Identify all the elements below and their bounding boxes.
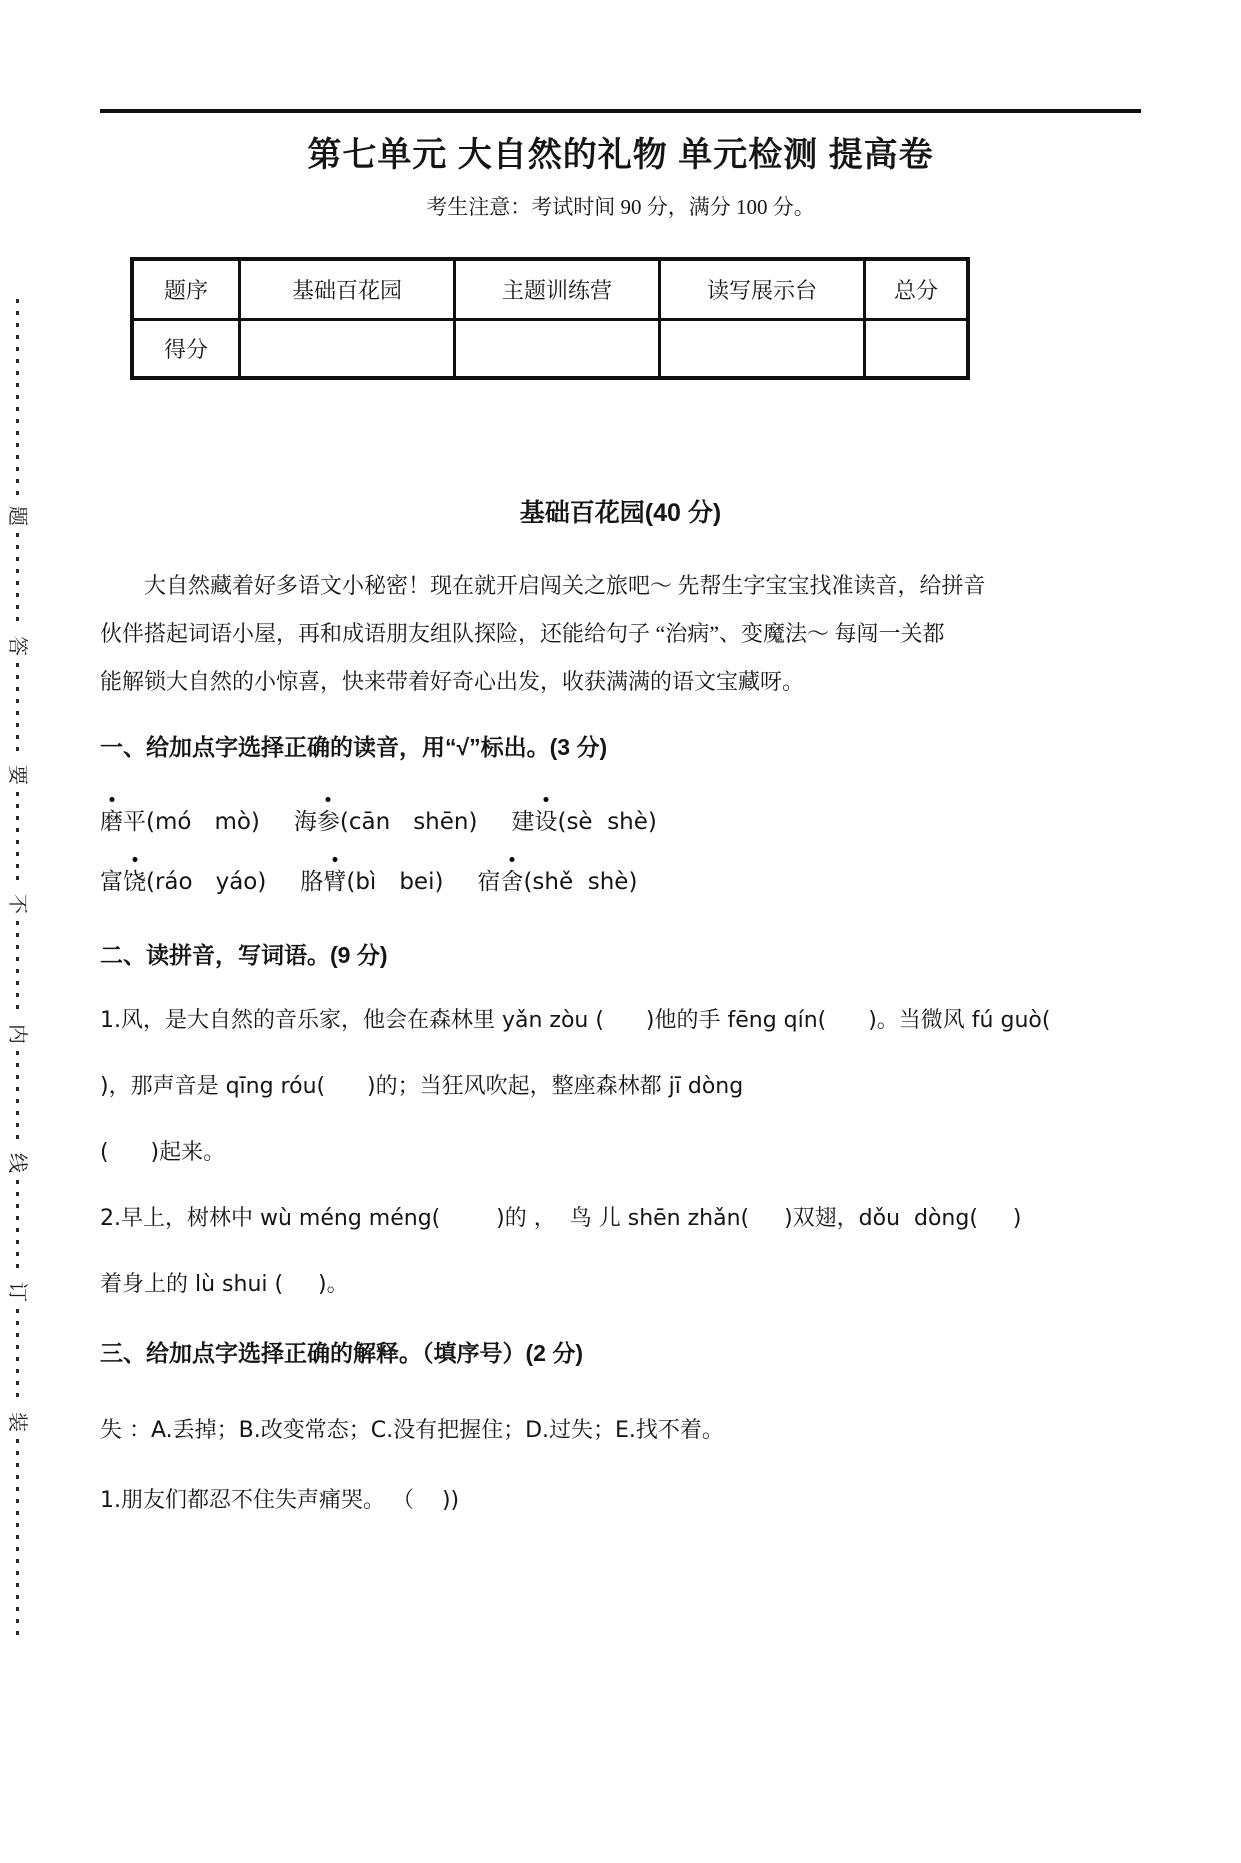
score-cell — [240, 320, 455, 379]
section-heading: 基础百花园(40 分) — [519, 499, 722, 528]
score-table-header: 主题训练营 — [455, 259, 660, 320]
dotted-char: 舍 — [500, 866, 523, 898]
pinyin-item — [100, 866, 266, 898]
exam-page — [100, 109, 1141, 1516]
word-pinyin-options: (shě shè) — [523, 869, 638, 896]
binding-text-char: 题 — [6, 506, 28, 527]
word-pinyin-options: (sè shè) — [557, 809, 657, 836]
pinyin-choice-row — [100, 866, 1141, 898]
intro-line: 能解锁大自然的小惊喜，快来带着好奇心出发，收获满满的语文宝藏呀。 — [100, 669, 805, 695]
word-pinyin-options: (cān shēn) — [339, 809, 478, 836]
dotted-char: 饶 — [123, 866, 146, 898]
dotted-char: 臂 — [323, 866, 346, 898]
dotted-char: 参 — [317, 806, 340, 838]
binding-dotted-line — [16, 1180, 19, 1275]
score-table — [130, 257, 970, 380]
score-row-label: 得分 — [132, 320, 240, 379]
binding-text-char: 要 — [6, 764, 28, 785]
word-prefix: 胳 — [300, 869, 324, 896]
fill-blank-line: 2.早上，树林中 wù méng méng( )的 ， 鸟 儿 shēn zhǎn( )双翅，dǒu dòng( ) — [100, 1206, 1022, 1232]
score-table-header: 基础百花园 — [240, 259, 455, 320]
binding-dotted-line — [16, 1309, 19, 1404]
question-3-item-line: 1.朋友们都忍不住失声痛哭。 （ )) — [100, 1488, 460, 1514]
binding-dotted-line — [16, 533, 19, 628]
binding-text-char: 订 — [6, 1282, 28, 1303]
fill-blank-line: 着身上的 lù shui ( )。 — [100, 1272, 349, 1298]
word-pinyin-options: (bì bei) — [346, 869, 444, 896]
question-2-heading: 二、读拼音，写词语。(9 分) — [100, 942, 388, 969]
score-table-header: 读写展示台 — [660, 259, 865, 320]
intro-line: 伙伴搭起词语小屋，再和成语朋友组队探险，还能给句子 “治病”、变魔法～ 每闯一关都 — [100, 621, 945, 647]
pinyin-choice-row — [100, 806, 1141, 838]
question-1-heading: 一、给加点字选择正确的读音，用“√”标出。(3 分) — [100, 734, 608, 761]
top-rule — [100, 109, 1141, 113]
word-prefix: 海 — [293, 809, 317, 836]
binding-dotted-line — [16, 299, 19, 499]
definition-options-line: 失 ：A.丢掉；B.改变常态；C.没有把握住；D.过失；E.找不着。 — [100, 1418, 724, 1444]
word-prefix: 建 — [511, 809, 535, 836]
exam-notice: 考生注意：考试时间 90 分，满分 100 分。 — [426, 194, 815, 219]
binding-text-char: 内 — [6, 1023, 28, 1044]
score-table-header: 题序 — [132, 259, 240, 320]
score-table-header: 总分 — [865, 259, 969, 320]
score-table-header-row — [132, 259, 968, 320]
binding-text-char: 不 — [6, 894, 28, 915]
binding-dotted-line — [16, 663, 19, 758]
question-3-heading: 三、给加点字选择正确的解释。（填序号）(2 分) — [100, 1340, 583, 1367]
intro-line: 大自然藏着好多语文小秘密！现在就开启闯关之旅吧～ 先帮生字宝宝找准读音，给拼音 — [144, 573, 986, 599]
fill-blank-line: )，那声音是 qīng róu( )的；当狂风吹起，整座森林都 jī dòng — [100, 1074, 744, 1100]
dotted-char: 设 — [534, 806, 557, 838]
pinyin-item — [300, 866, 443, 898]
section-intro — [100, 562, 1141, 706]
binding-dotted-line — [16, 792, 19, 887]
word-prefix: 宿 — [477, 869, 501, 896]
pinyin-item — [100, 806, 260, 838]
pinyin-item — [511, 806, 656, 838]
word-pinyin-options: (ráo yáo) — [146, 869, 267, 896]
dotted-char: 磨 — [100, 806, 123, 838]
word-prefix: 富 — [100, 869, 123, 896]
score-cell — [660, 320, 865, 379]
page-title: 第七单元 大自然的礼物 单元检测 提高卷 — [307, 136, 934, 174]
pinyin-item — [477, 866, 637, 898]
binding-dotted-line — [16, 921, 19, 1016]
binding-dotted-line — [16, 1439, 19, 1639]
fill-blank-line: 1.风，是大自然的音乐家，他会在森林里 yǎn zòu ( )他的手 fēng qín( )。当微风 fú guò( — [100, 1008, 1051, 1034]
fill-blank-line: ( )起来。 — [100, 1140, 226, 1166]
score-cell — [455, 320, 660, 379]
score-cell — [865, 320, 969, 379]
word-pinyin-options: 平(mó mò) — [123, 809, 260, 836]
binding-text-char: 答 — [6, 635, 28, 656]
pinyin-item — [294, 806, 478, 838]
binding-text-char: 装 — [6, 1411, 28, 1432]
score-table-score-row — [132, 320, 968, 379]
binding-text-char: 线 — [6, 1153, 28, 1174]
binding-dotted-line — [16, 1051, 19, 1146]
binding-margin — [4, 299, 30, 1639]
